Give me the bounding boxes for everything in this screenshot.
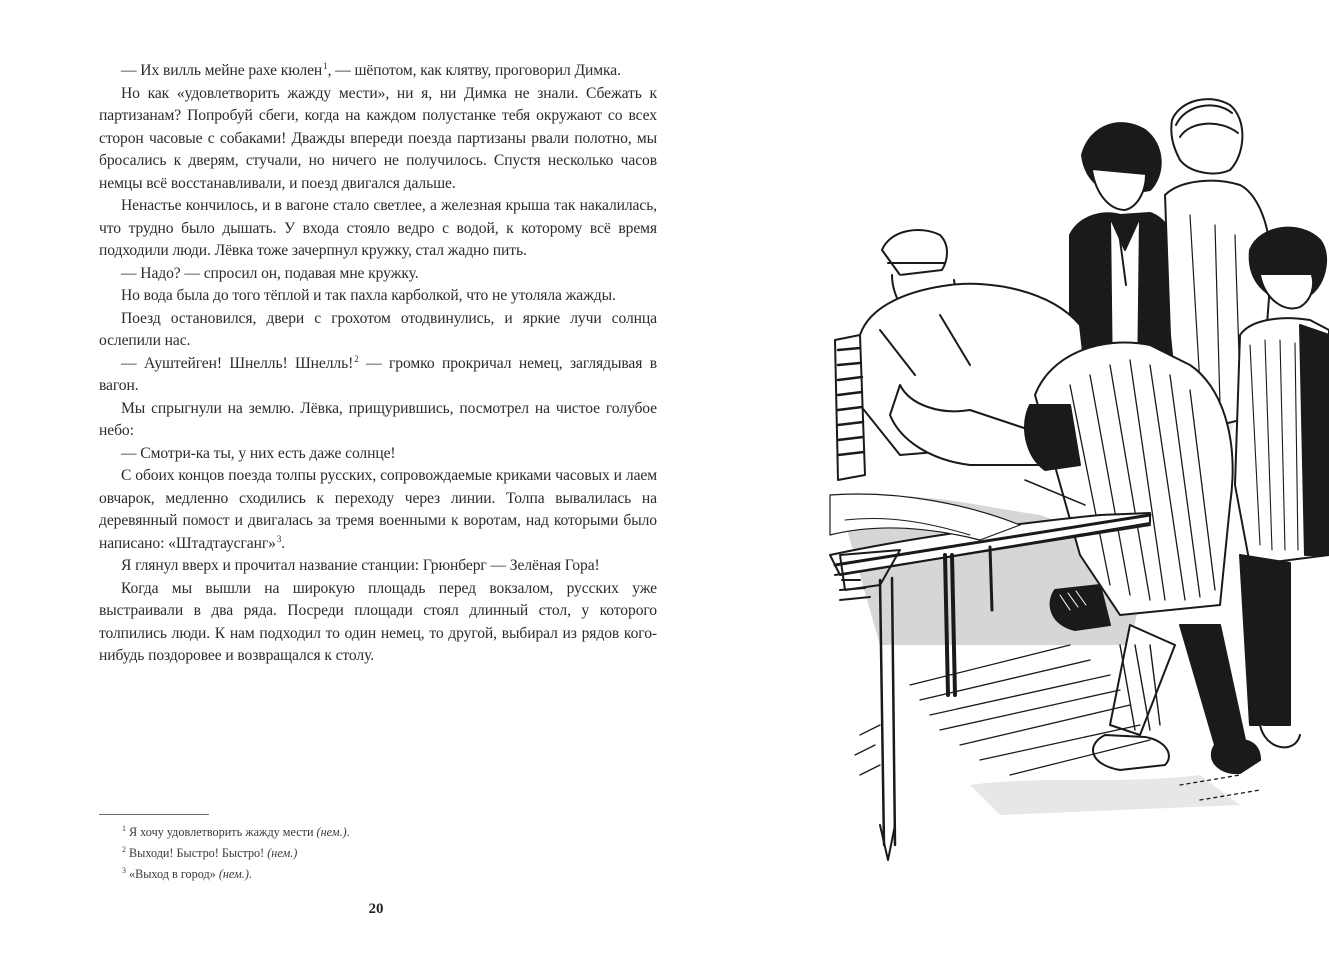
paragraph [99,555,657,578]
paragraph-text: Поезд остановился, двери с грохотом отодвинулись, и яркие лучи солнца ослепили нас. [99,309,657,349]
paragraph-text: Но как «удовлетворить жажду мести», ни я, ни Димка не знали. Сбежать к партизанам? Попробуй сбеги, когда на каждом полустанке тебя окружают со всех сторон часовые с собаками! Дважды впереди поезда партизаны рвали полотно, мы бросались к дверям, стучали, но ничего не получилось. Спустя несколько часов немцы всё восстанавливали, и поезд двигался дальше. [99,84,657,192]
footnotes [122,820,642,883]
footnote-marker[interactable]: 2 [354,353,359,364]
paragraph [99,353,657,398]
paragraph [99,308,657,353]
language-note: (нем.) [316,825,347,839]
paragraph-text: С обоих концов поезда толпы русских, сопровождаемые криками часовых и лаем овчарок, медленно сходились к переходу через линии. Толпа вывалилась на деревянный помост и двигалась за тремя военными к воротам, над которыми было написано: «Штадтаусганг» [99,467,657,552]
paragraph-text-continued: , — шёпотом, как клятву, проговорил Димка. [327,62,621,79]
footnote-number: 2 [122,845,126,854]
paragraph-text: Ненастье кончилось, и в вагоне стало светлее, а железная крыша так накалилась, что трудно было дышать. У входа стояло ведро с водой, к которому всё время подходили люди. Лёвка тоже зачерпнул кружку, стал жадно пить. [99,197,657,259]
footnote-text: Я хочу удовлетворить жажду мести [129,825,317,839]
footnote-number: 1 [122,824,126,833]
paragraph-text-continued: . [281,534,286,552]
paragraph [99,285,657,308]
illustration-page [760,0,1329,968]
ink-drawing-soldier-and-boys [820,85,1329,875]
footnote-number: 3 [122,866,126,875]
footnote-punctuation: . [248,867,252,881]
paragraph [99,398,657,443]
paragraph [99,443,657,466]
paragraph-text: Но вода была до того тёплой и так пахла карболкой, что не утоляла жажды. [121,287,616,304]
footnote-text: Выходи! Быстро! Быстро! [129,846,268,860]
footnote-punctuation: . [346,825,350,839]
footnote-marker[interactable]: 1 [323,61,328,71]
paragraph [99,465,657,555]
paragraph-text: — Надо? — спросил он, подавая мне кружку. [121,264,419,282]
footnote-marker[interactable]: 3 [276,533,282,544]
paragraph [99,263,657,286]
paragraph-text: — Их вилль мейне рахе кюлен [121,62,323,79]
paragraph [99,195,657,263]
paragraph [99,60,657,83]
language-note: (нем.) [267,846,298,860]
page-number: 20 [368,901,384,917]
footnote [122,841,642,862]
body-text [99,60,657,668]
paragraph-text: — Смотри-ка ты, у них есть даже солнце! [121,444,396,462]
paragraph [99,83,657,196]
illustration [820,85,1329,875]
language-note: (нем.) [218,867,249,881]
paragraph-text-continued: — громко прокричал немец, заглядывая в вагон. [99,354,657,394]
paragraph-text: — Ауштейген! Шнелль! Шнелль! [121,354,354,372]
paragraph-text: Я глянул вверх и прочитал название станции: Грюнберг — Зелёная Гора! [121,557,600,574]
footnote [122,820,642,841]
paragraph [99,578,657,668]
footnote-text: «Выход в город» [129,867,219,881]
paragraph-text: Когда мы вышли на широкую площадь перед вокзалом, русских уже выстраивали в два ряда. Посреди площади стоял длинный стол, у которого толпились люди. К нам подходил то один немец, то другой, выбирал из рядов кого-нибудь поздоровее и возвращался к столу. [99,579,657,664]
footnote-divider [99,814,209,815]
paragraph-text: Мы спрыгнули на землю. Лёвка, прищурившись, посмотрел на чистое голубое небо: [99,399,657,439]
footnote [122,862,642,883]
